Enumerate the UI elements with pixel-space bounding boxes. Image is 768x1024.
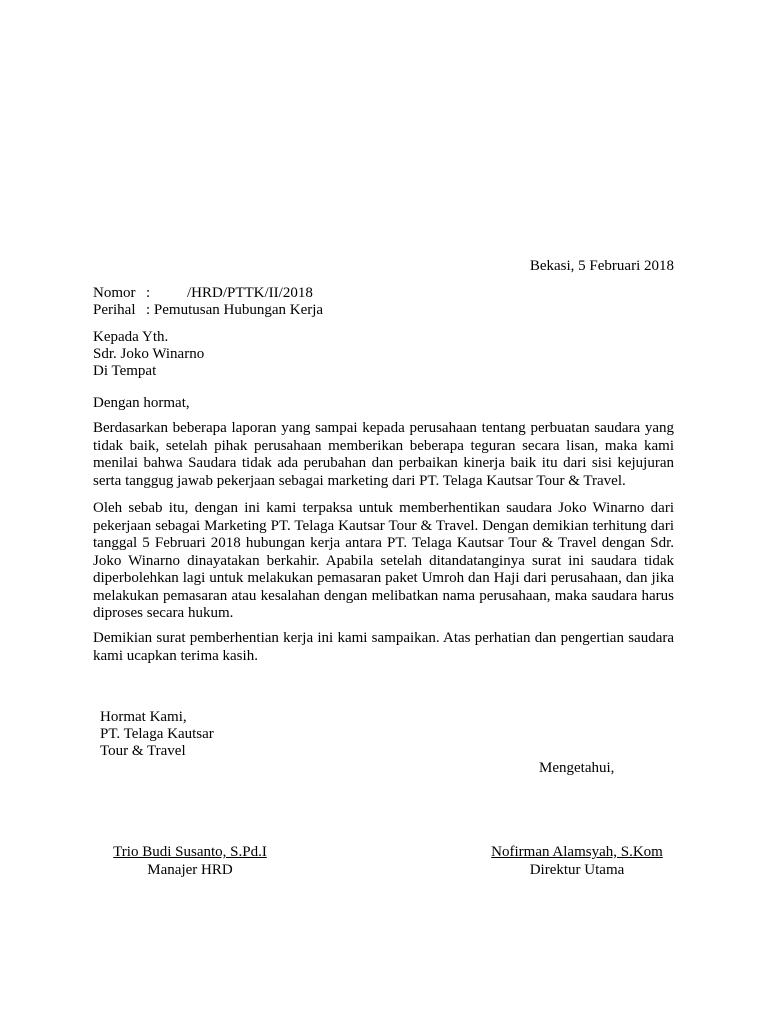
signatory-left: [90, 844, 290, 879]
salutation: Dengan hormat,: [93, 395, 190, 411]
signatory-title: Manajer HRD: [147, 861, 233, 878]
nomor-value: /HRD/PTTK/II/2018: [187, 285, 313, 301]
body-paragraph-1: Berdasarkan beberapa laporan yang sampai kepada perusahaan tentang perbuatan saudara yang tidak baik, setelah pihak perusahaan memberikan beberapa teguran secara lisan, maka kami menilai bahwa Saudara tidak ada perubahan dan perbaikan kinerja baik itu dari sisi kejujuran serta tanggug jawab pekerjaan sebagai marketing dari PT. Telaga Kautsar Tour & Travel.: [93, 420, 674, 489]
perihal-value: : Pemutusan Hubungan Kerja: [146, 302, 324, 318]
recipient-line-3: Di Tempat: [93, 363, 157, 379]
body-paragraph-3: Demikian surat pemberhentian kerja ini kami sampaikan. Atas perhatian dan pengertian saudara kami ucapkan terima kasih.: [93, 630, 674, 664]
closing-line-1: Hormat Kami,: [100, 709, 187, 725]
signatory-right: [477, 844, 677, 879]
body-paragraph-2: Oleh sebab itu, dengan ini kami terpaksa untuk memberhentikan saudara Joko Winarno dari pekerjaan sebagai Marketing PT. Telaga Kautsar Tour & Travel. Dengan demikian terhitung dari tanggal 5 Februari 2018 hubungan kerja antara PT. Telaga Kautsar Tour & Travel dengan Sdr. Joko Winarno dinayatakan berkahir. Apabila setelah ditandatanginya surat ini saudara tidak diperbolehkan lagi untuk melakukan pemasaran paket Umroh dan Haji dari perusahaan, dan jika melakukan pemasaran atau kesalahan dengan melibatkan nama perusahaan, maka saudara harus diproses secara hukum.: [93, 500, 674, 621]
nomor-separator: :: [146, 285, 151, 301]
closing-line-3: Tour & Travel: [100, 743, 186, 759]
signatory-name: Nofirman Alamsyah, S.Kom: [491, 844, 663, 860]
nomor-label: Nomor: [93, 285, 136, 301]
closing-line-2: PT. Telaga Kautsar: [100, 726, 214, 742]
signatory-title: Direktur Utama: [529, 861, 625, 878]
recipient-line-1: Kepada Yth.: [93, 329, 169, 345]
acknowledged-label: Mengetahui,: [539, 760, 615, 776]
place-date: Bekasi, 5 Februari 2018: [529, 258, 674, 274]
perihal-label: Perihal: [93, 302, 136, 318]
recipient-line-2: Sdr. Joko Winarno: [93, 346, 205, 362]
signatory-name: Trio Budi Susanto, S.Pd.I: [113, 844, 267, 860]
